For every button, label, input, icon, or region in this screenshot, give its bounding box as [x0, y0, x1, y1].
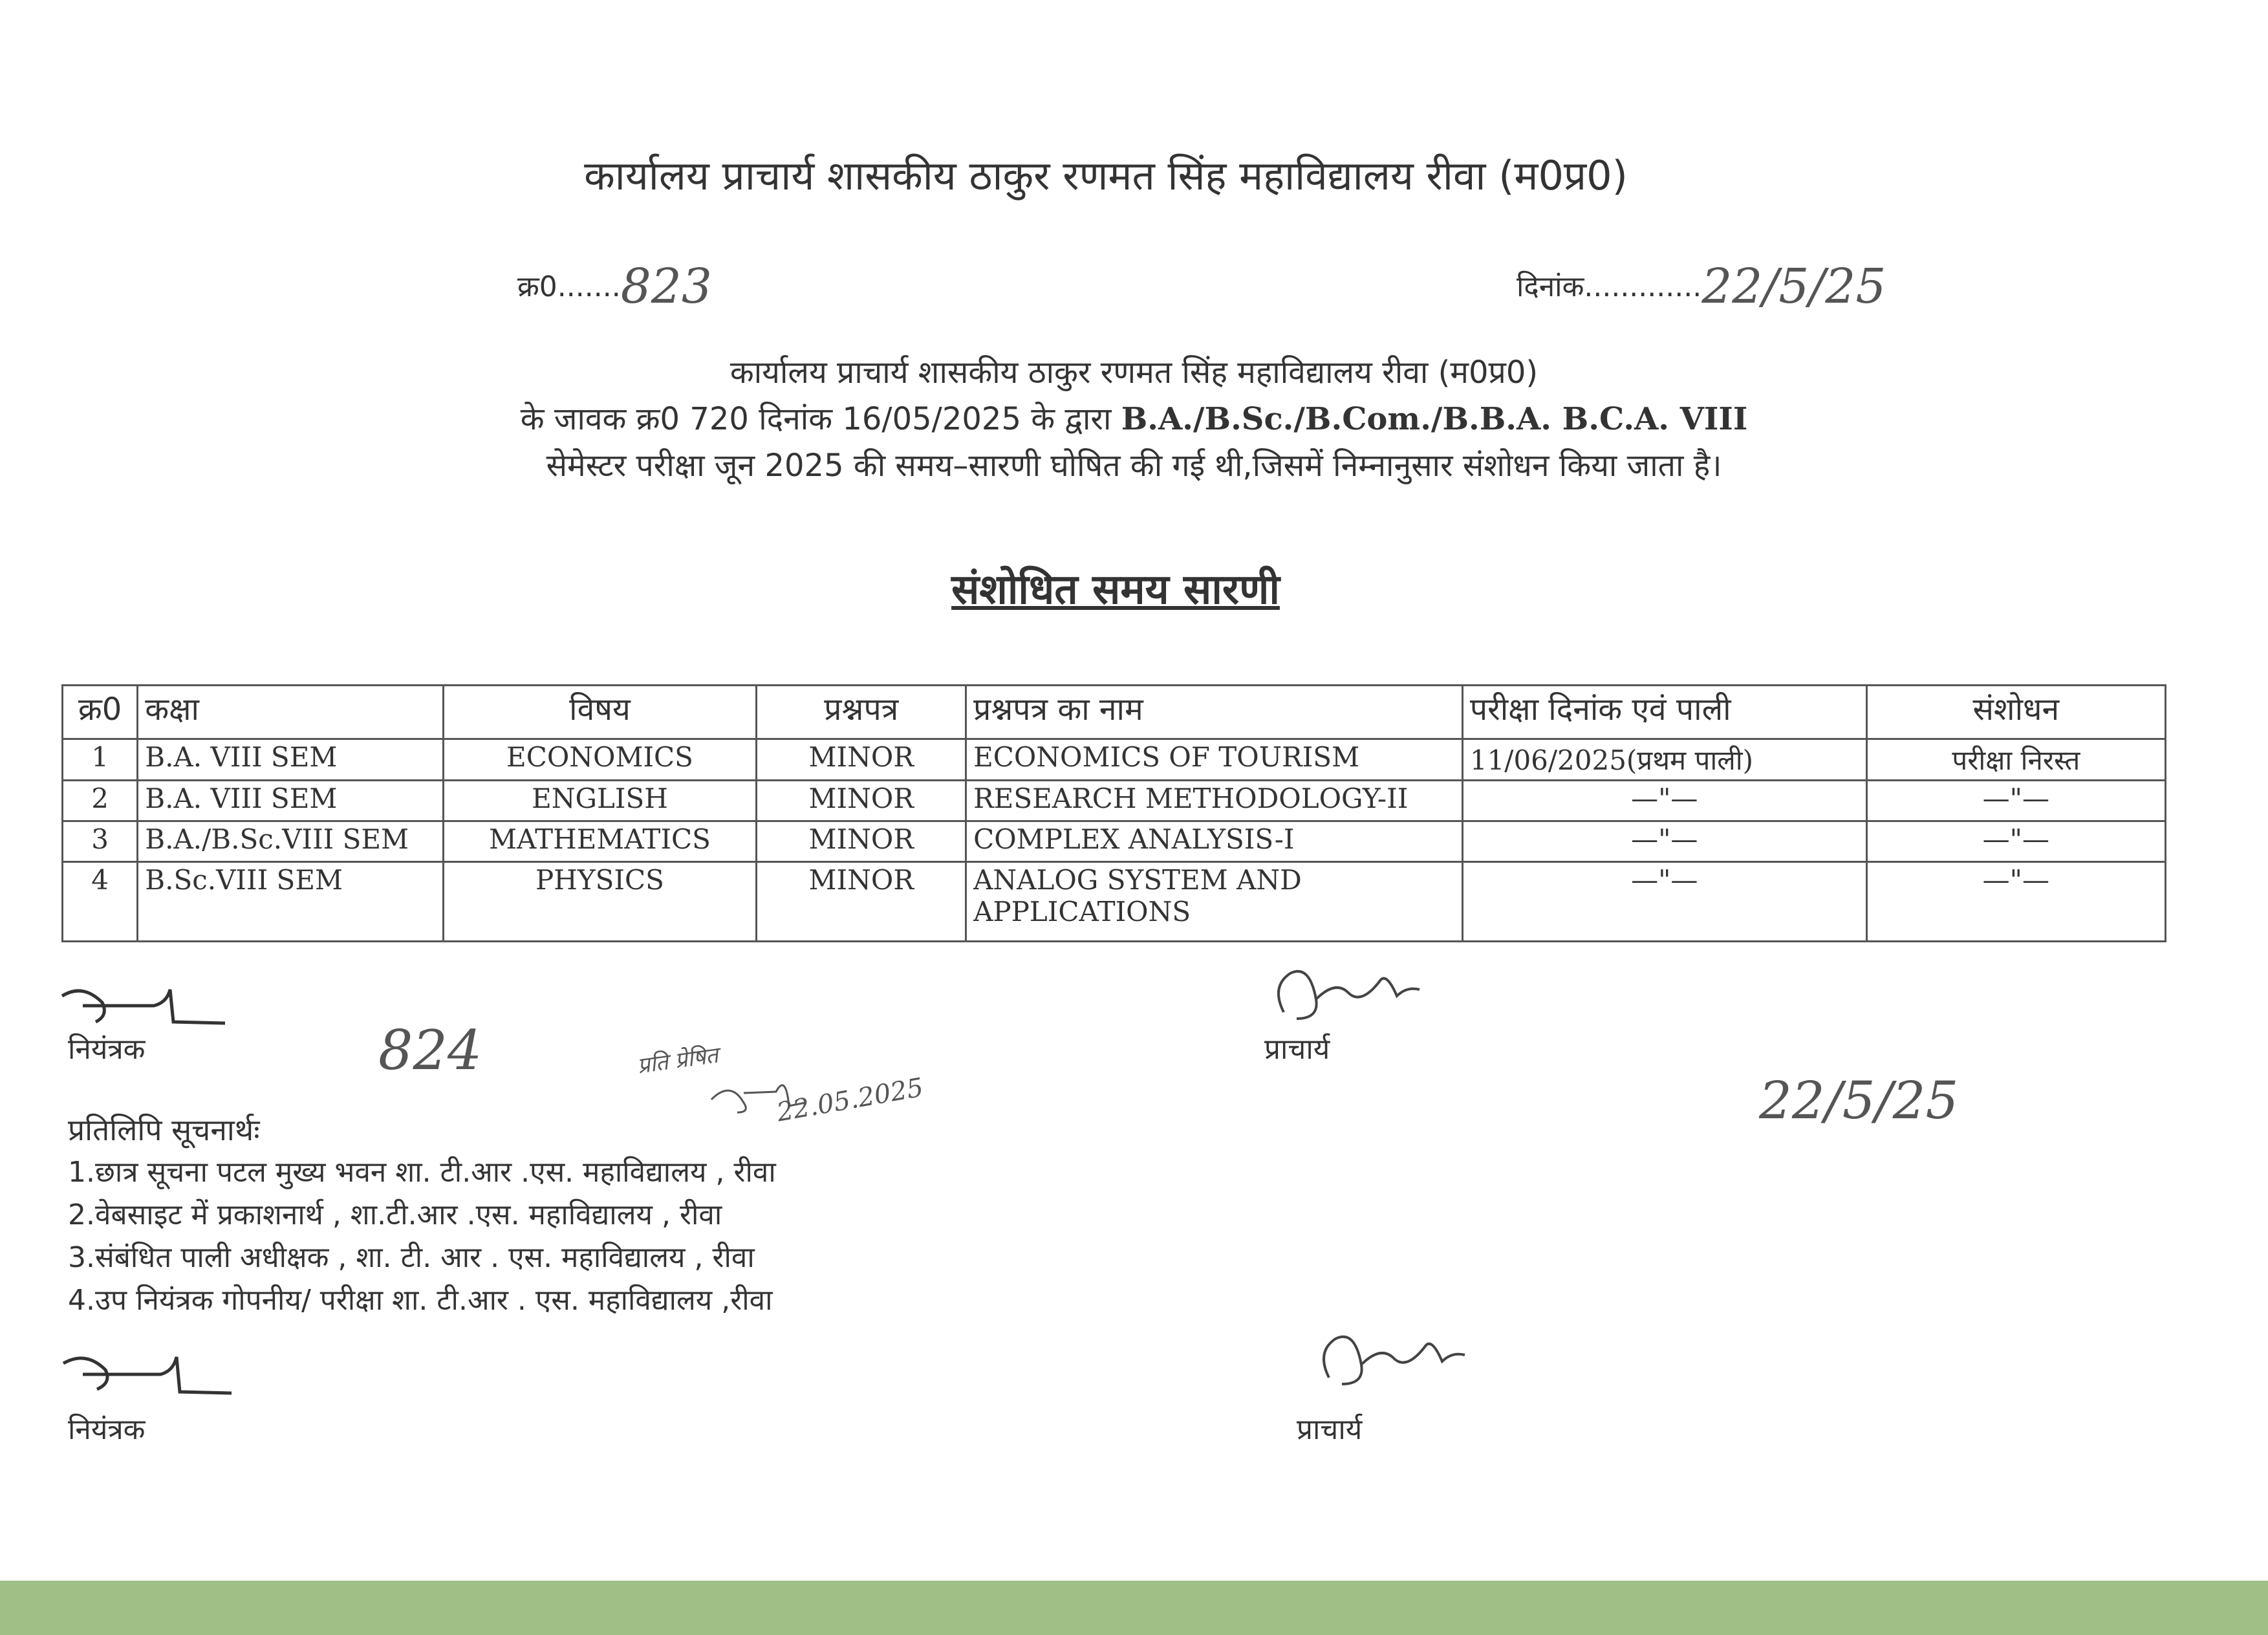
cell-paper: MINOR	[757, 739, 966, 781]
scan-bottom-band	[0, 1581, 2268, 1635]
cell-subject: MATHEMATICS	[443, 821, 757, 862]
table-row	[63, 739, 2166, 781]
cell-paper: MINOR	[757, 821, 966, 862]
list-item: 3.संबंधित पाली अधीक्षक , शा. टी. आर . एस. महाविद्यालय , रीवा	[68, 1241, 755, 1274]
header-paper-name: प्रश्नपत्र का नाम	[966, 686, 1463, 739]
controller-signature-2	[57, 1345, 238, 1403]
cell-revision: —"—	[1866, 781, 2165, 821]
copy-to-list	[68, 1151, 776, 1322]
cell-paper-name: ECONOMICS OF TOURISM	[966, 739, 1463, 781]
table-row	[63, 862, 2166, 942]
principal-label-2: प्राचार्य	[1297, 1413, 1363, 1446]
cell-sn: 1	[63, 739, 138, 781]
table-row	[63, 781, 2166, 821]
cell-revision: परीक्षा निरस्त	[1866, 739, 2165, 781]
ref-label: क्र0.......	[517, 270, 621, 303]
handwritten-number: 824	[378, 1019, 482, 1082]
cell-class: B.A./B.Sc.VIII SEM	[138, 821, 443, 862]
controller-label-1: नियंत्रक	[68, 1033, 146, 1066]
reference-number	[517, 252, 712, 314]
office-title: कार्यालय प्राचार्य शासकीय ठाकुर रणमत सिंह महाविद्यालय रीवा (म0प्र0)	[584, 152, 1628, 199]
copy-received-note: प्रति प्रेषित	[636, 1042, 720, 1079]
ref-handwritten: 823	[620, 259, 712, 314]
date-label: दिनांक.............	[1517, 270, 1702, 303]
cell-revision: —"—	[1866, 862, 2165, 942]
cell-sn: 4	[63, 862, 138, 942]
intro-line-2	[0, 396, 2268, 442]
cell-class: B.A. VIII SEM	[138, 781, 443, 821]
cell-revision: —"—	[1866, 821, 2165, 862]
header-paper: प्रश्नपत्र	[757, 686, 966, 739]
cell-subject: ECONOMICS	[443, 739, 757, 781]
list-item: 4.उप नियंत्रक गोपनीय/ परीक्षा शा. टी.आर . एस. महाविद्यालय ,रीवा	[68, 1284, 773, 1317]
cell-sn: 2	[63, 781, 138, 821]
cell-exam-date: —"—	[1462, 821, 1866, 862]
copy-to-heading: प्रतिलिपि सूचनार्थः	[68, 1112, 260, 1147]
cell-exam-date: —"—	[1462, 862, 1866, 942]
copy-received-date: 22.05.2025	[774, 1072, 926, 1128]
issue-date	[1517, 252, 1886, 314]
cell-class: B.A. VIII SEM	[138, 739, 443, 781]
cell-subject: PHYSICS	[443, 862, 757, 942]
intro-line-2-courses: B.A./B.Sc./B.Com./B.B.A. B.C.A. VIII	[1121, 401, 1748, 437]
principal-signature-2	[1316, 1326, 1471, 1397]
date-handwritten: 22/5/25	[1701, 259, 1886, 314]
cell-class: B.Sc.VIII SEM	[138, 862, 443, 942]
cell-paper-name: COMPLEX ANALYSIS-I	[966, 821, 1463, 862]
principal-label-1: प्राचार्य	[1264, 1033, 1330, 1066]
cell-paper: MINOR	[757, 862, 966, 942]
intro-paragraph	[0, 349, 2268, 489]
revised-timetable	[61, 684, 2166, 942]
handwritten-date: 22/5/25	[1759, 1070, 1959, 1131]
cell-subject: ENGLISH	[443, 781, 757, 821]
table-row	[63, 821, 2166, 862]
intro-line-1: कार्यालय प्राचार्य शासकीय ठाकुर रणमत सिंह महाविद्यालय रीवा (म0प्र0)	[729, 354, 1539, 391]
principal-signature-1	[1271, 960, 1426, 1032]
header-sn: क्र0	[63, 686, 138, 739]
header-revision: संशोधन	[1866, 686, 2165, 739]
cell-exam-date: —"—	[1462, 781, 1866, 821]
list-item: 2.वेबसाइट में प्रकाशनार्थ , शा.टी.आर .एस. महाविद्यालय , रीवा	[68, 1198, 722, 1231]
cell-paper-name: RESEARCH METHODOLOGY-II	[966, 781, 1463, 821]
list-item: 1.छात्र सूचना पटल मुख्य भवन शा. टी.आर .एस. महाविद्यालय , रीवा	[68, 1156, 776, 1189]
header-exam-date: परीक्षा दिनांक एवं पाली	[1462, 686, 1866, 739]
intro-line-2-prefix: के जावक क्र0 720 दिनांक 16/05/2025 के द्वारा	[520, 401, 1112, 437]
cell-paper-name: ANALOG SYSTEM AND APPLICATIONS	[966, 862, 1463, 942]
controller-signature-1	[57, 977, 232, 1035]
controller-label-2: नियंत्रक	[68, 1413, 146, 1446]
cell-sn: 3	[63, 821, 138, 862]
intro-line-3: सेमेस्टर परीक्षा जून 2025 की समय–सारणी घोषित की गई थी,जिसमें निम्नानुसार संशोधन किया जाता है।	[546, 448, 1722, 484]
table-header-row	[63, 686, 2166, 739]
cell-paper: MINOR	[757, 781, 966, 821]
header-subject: विषय	[443, 686, 757, 739]
document-heading: संशोधित समय सारणी	[951, 566, 1280, 614]
header-class: कक्षा	[138, 686, 443, 739]
cell-exam-date: 11/06/2025(प्रथम पाली)	[1462, 739, 1866, 781]
